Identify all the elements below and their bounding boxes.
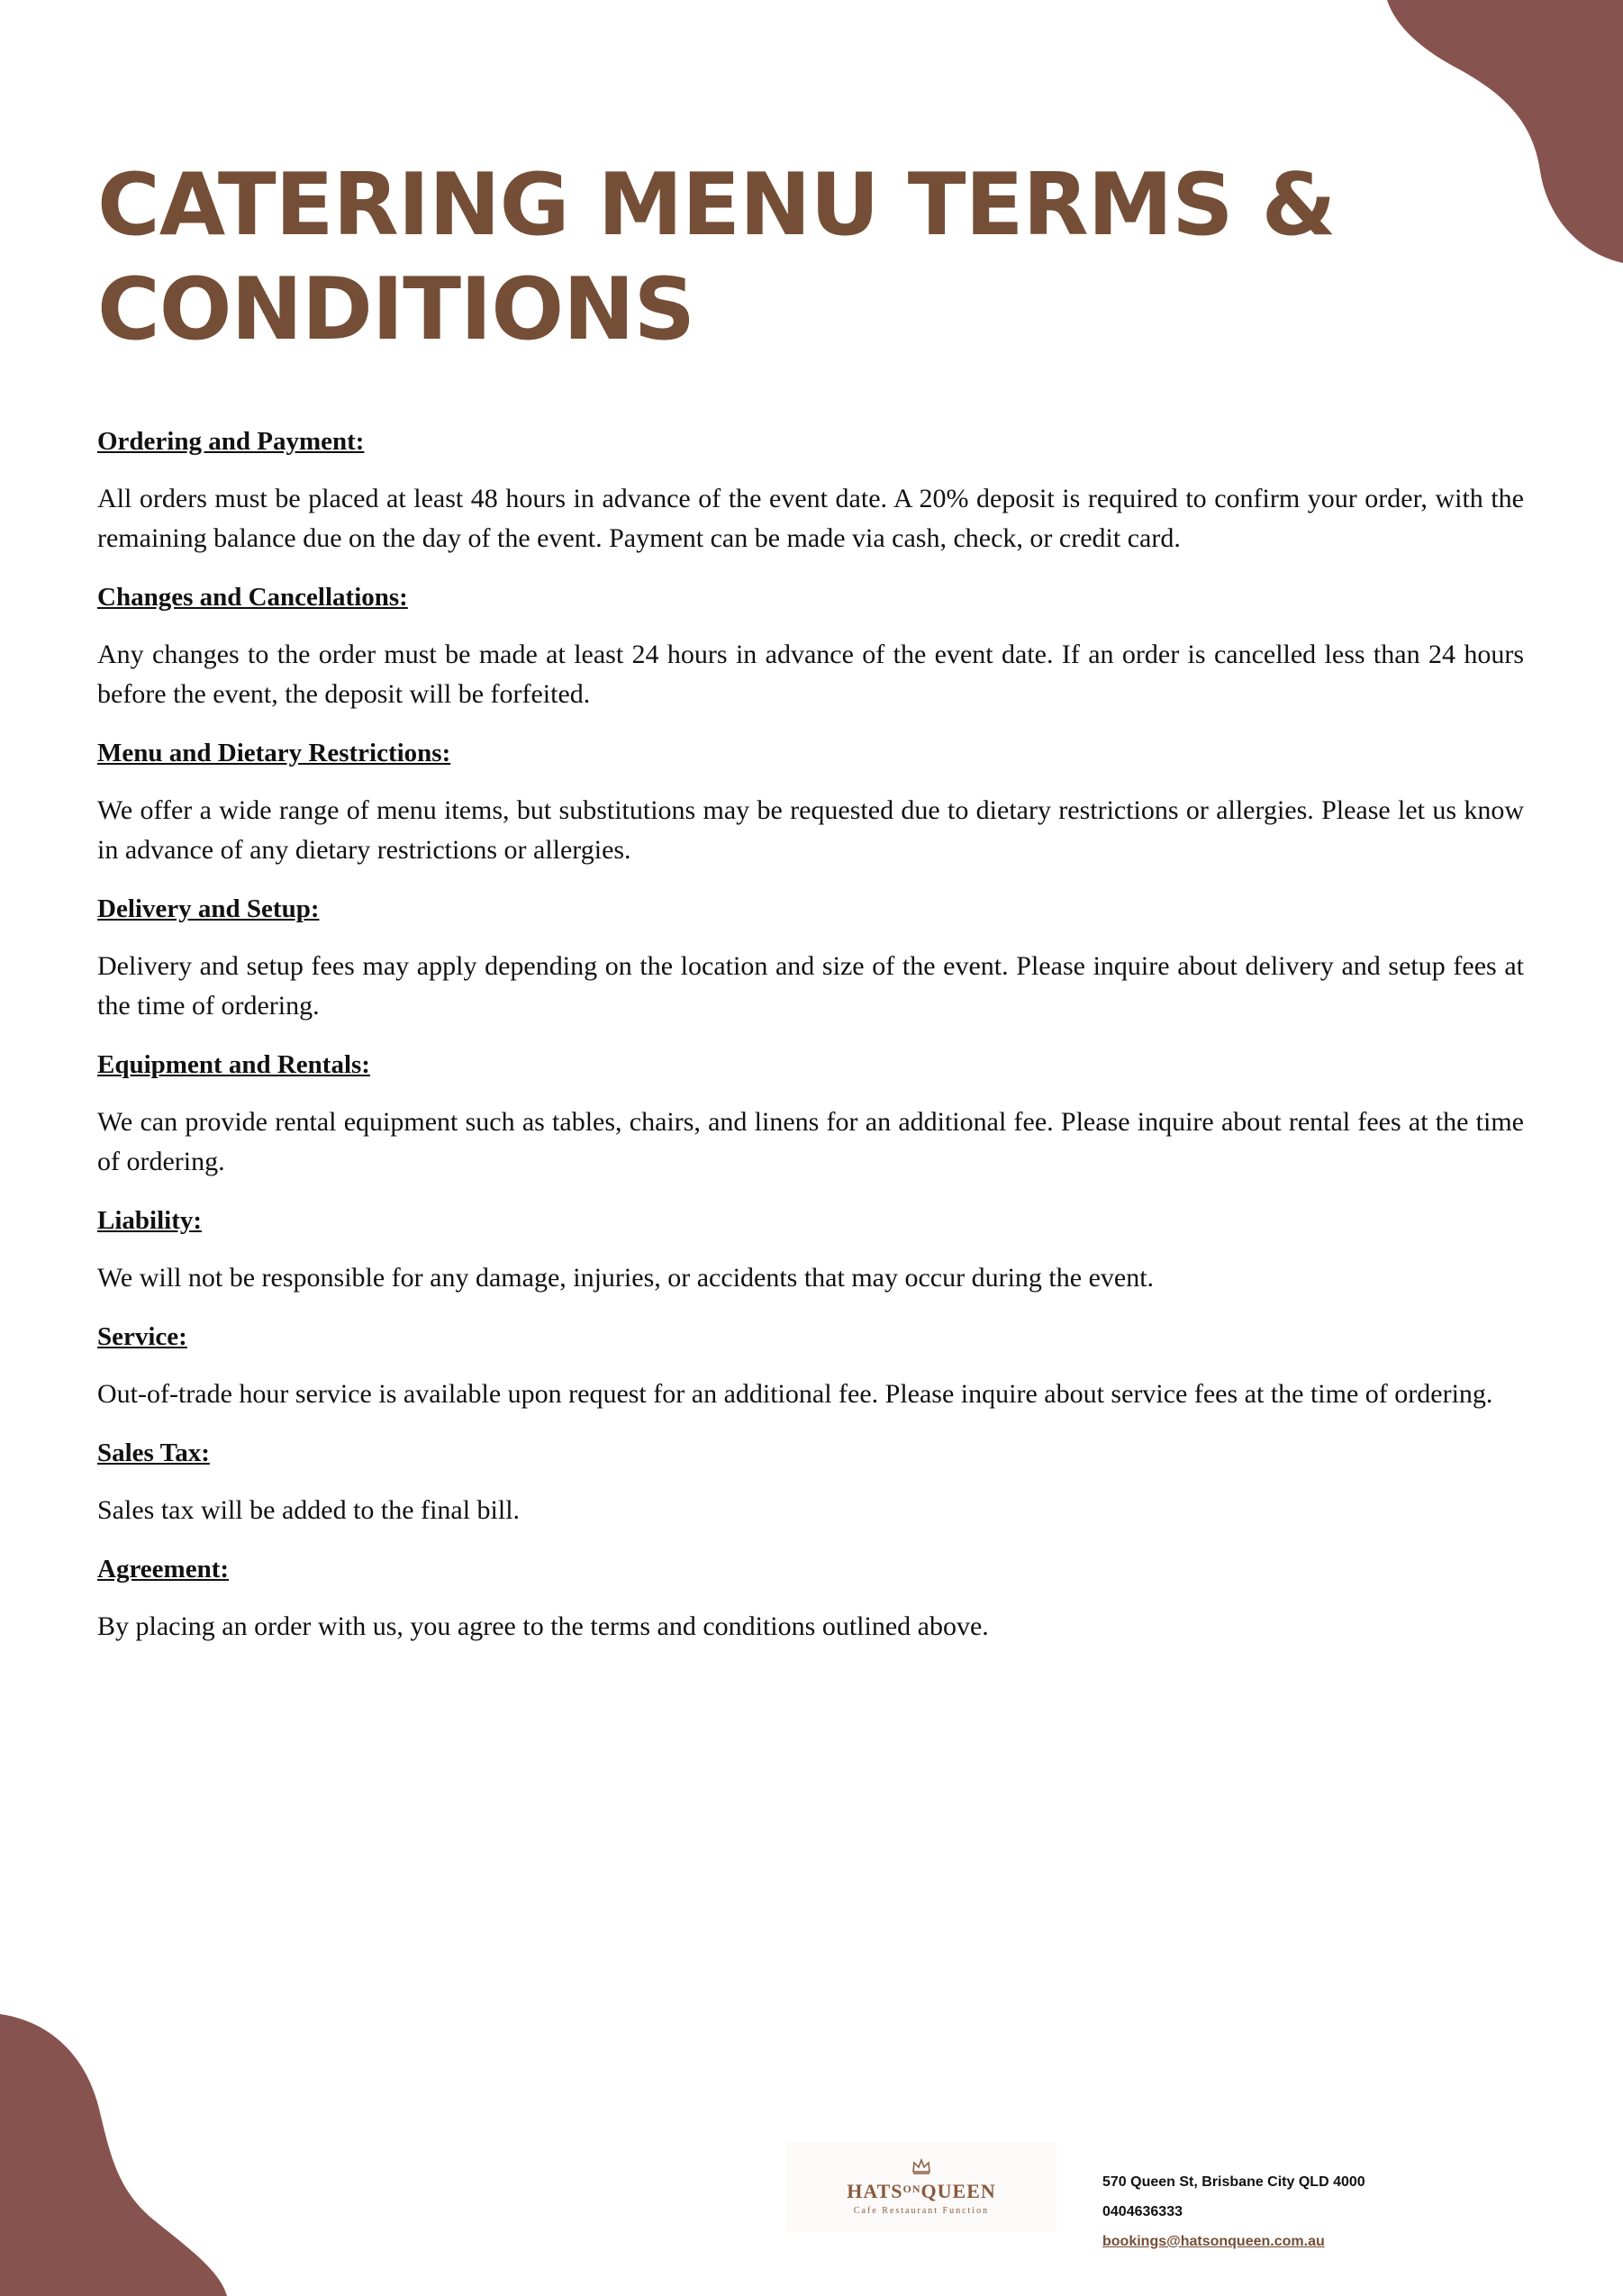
section-sales-tax (97, 1433, 1524, 1530)
section-ordering-payment (97, 422, 1524, 558)
section-heading: Service: (97, 1322, 187, 1351)
crown-icon (911, 2158, 931, 2174)
section-liability (97, 1201, 1524, 1298)
contact-info (1102, 2167, 1365, 2256)
section-equipment-rentals (97, 1045, 1524, 1182)
section-menu-dietary (97, 733, 1524, 870)
section-heading: Agreement: (97, 1555, 230, 1584)
section-body: We will not be responsible for any damage, injuries, or accidents that may occur during the event. (97, 1263, 1155, 1293)
section-body: Sales tax will be added to the final bill. (97, 1495, 521, 1525)
section-heading: Changes and Cancellations: (97, 583, 408, 612)
section-heading: Ordering and Payment: (97, 427, 365, 456)
section-heading: Menu and Dietary Restrictions: (97, 739, 451, 767)
section-heading: Equipment and Rentals: (97, 1050, 370, 1079)
section-agreement (97, 1549, 1524, 1647)
page-title: CATERING MENU TERMS & CONDITIONS (97, 156, 1336, 359)
section-body: Out-of-trade hour service is available upon request for an additional fee. Please inquire about service fees at the time of ordering. (97, 1379, 1493, 1409)
email-link[interactable]: bookings@hatsonqueen.com.au (1102, 2234, 1325, 2249)
brand-logo (786, 2142, 1056, 2232)
logo-tagline: Cafe Restaurant Function (853, 2206, 990, 2216)
phone-text: 0404636333 (1102, 2204, 1183, 2219)
section-body: By placing an order with us, you agree to the terms and conditions outlined above. (97, 1611, 989, 1641)
terms-content (97, 422, 1524, 1665)
decorative-blob-bottom-left (0, 2014, 227, 2296)
section-delivery-setup (97, 889, 1524, 1026)
section-body: All orders must be placed at least 48 hours in advance of the event date. A 20% deposit is required to confirm your order, with the remaining balance due on the day of the event. Payment can be made via cash, check, or credit card. (97, 484, 1524, 553)
section-heading: Delivery and Setup: (97, 894, 320, 923)
section-body: We offer a wide range of menu items, but substitutions may be requested due to dietary restrictions or allergies. Please let us know in advance of any dietary restrictions or allergies. (97, 795, 1524, 865)
section-changes-cancellations (97, 577, 1524, 714)
section-body: Delivery and setup fees may apply depending on the location and size of the event. Please inquire about delivery and setup fees at the time of ordering. (97, 951, 1524, 1021)
section-heading: Liability: (97, 1206, 203, 1235)
section-heading: Sales Tax: (97, 1438, 210, 1467)
logo-wordmark: $HATS^{ON}QUEEN$ (847, 2180, 996, 2202)
address-text: 570 Queen St, Brisbane City QLD 4000 (1102, 2174, 1365, 2190)
section-service (97, 1317, 1524, 1414)
section-body: We can provide rental equipment such as tables, chairs, and linens for an additional fee. Please inquire about rental fees at the time of ordering. (97, 1107, 1524, 1176)
section-body: Any changes to the order must be made at least 24 hours in advance of the event date. If an order is cancelled less than 24 hours before the event, the deposit will be forfeited. (97, 640, 1524, 709)
decorative-blob-top-right (1387, 0, 1623, 263)
